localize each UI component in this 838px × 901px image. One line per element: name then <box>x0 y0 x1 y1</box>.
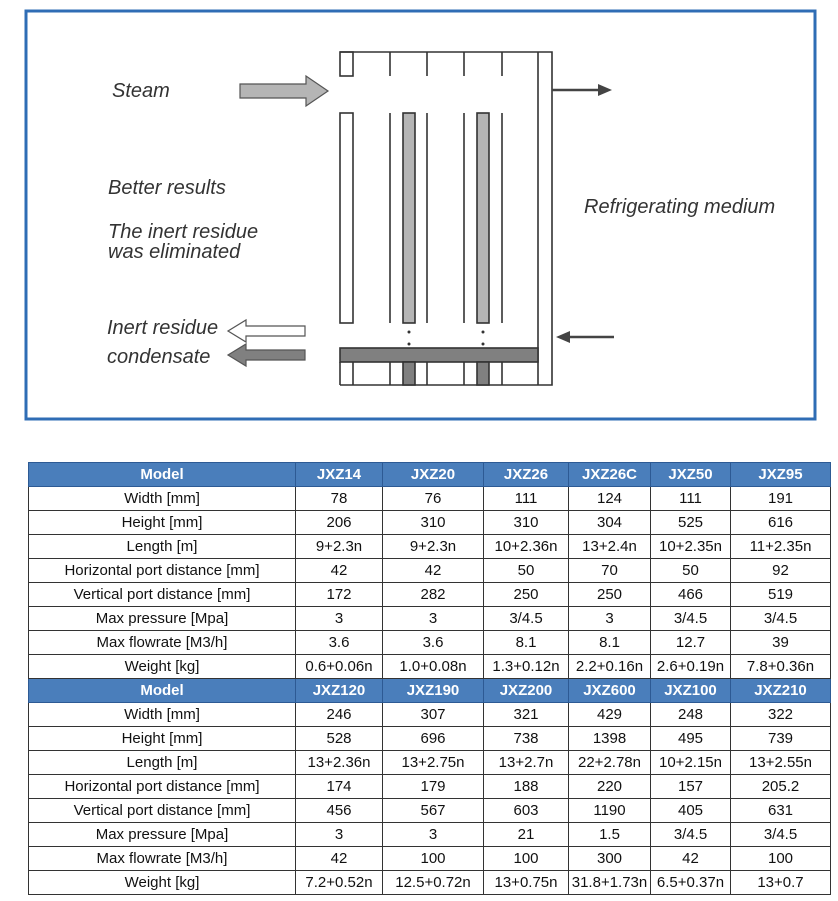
table-cell: 10+2.15n <box>651 751 731 775</box>
table-row <box>29 535 831 559</box>
table-cell: 12.7 <box>651 631 731 655</box>
row-label: Max pressure [Mpa] <box>29 823 296 847</box>
model-name: JXZ14 <box>296 463 383 487</box>
table-cell: 3 <box>383 823 484 847</box>
model-name: JXZ95 <box>731 463 831 487</box>
table-row <box>29 607 831 631</box>
table-row <box>29 487 831 511</box>
model-name: JXZ26 <box>484 463 569 487</box>
row-label: Horizontal port distance [mm] <box>29 559 296 583</box>
table-cell: 321 <box>484 703 569 727</box>
table-cell: 9+2.3n <box>296 535 383 559</box>
table-cell: 13+2.36n <box>296 751 383 775</box>
model-name: JXZ200 <box>484 679 569 703</box>
row-label: Height [mm] <box>29 511 296 535</box>
row-label: Horizontal port distance [mm] <box>29 775 296 799</box>
model-name: JXZ120 <box>296 679 383 703</box>
table-header-row <box>29 679 831 703</box>
table-cell: 738 <box>484 727 569 751</box>
table-cell: 70 <box>569 559 651 583</box>
table-cell: 3/4.5 <box>731 607 831 631</box>
model-name: JXZ600 <box>569 679 651 703</box>
table-row <box>29 559 831 583</box>
inert-eliminated-label-2: was eliminated <box>108 241 241 263</box>
table-cell: 13+2.75n <box>383 751 484 775</box>
model-name: JXZ26C <box>569 463 651 487</box>
table-cell: 13+2.7n <box>484 751 569 775</box>
table-cell: 495 <box>651 727 731 751</box>
table-cell: 466 <box>651 583 731 607</box>
table-cell: 100 <box>484 847 569 871</box>
table-cell: 3 <box>296 823 383 847</box>
table-cell: 100 <box>731 847 831 871</box>
table-cell: 1.3+0.12n <box>484 655 569 679</box>
model-header: Model <box>29 679 296 703</box>
table-row <box>29 583 831 607</box>
table-cell: 92 <box>731 559 831 583</box>
table-cell: 220 <box>569 775 651 799</box>
table-row <box>29 631 831 655</box>
table-cell: 124 <box>569 487 651 511</box>
table-cell: 456 <box>296 799 383 823</box>
table-cell: 3 <box>383 607 484 631</box>
row-label: Weight [kg] <box>29 655 296 679</box>
model-name: JXZ210 <box>731 679 831 703</box>
table-cell: 10+2.36n <box>484 535 569 559</box>
table-cell: 304 <box>569 511 651 535</box>
row-label: Max flowrate [M3/h] <box>29 631 296 655</box>
table-cell: 12.5+0.72n <box>383 871 484 895</box>
table-cell: 616 <box>731 511 831 535</box>
table-cell: 3/4.5 <box>731 823 831 847</box>
table-cell: 191 <box>731 487 831 511</box>
table-cell: 78 <box>296 487 383 511</box>
row-label: Width [mm] <box>29 703 296 727</box>
table-cell: 631 <box>731 799 831 823</box>
table-cell: 42 <box>383 559 484 583</box>
table-cell: 50 <box>484 559 569 583</box>
table-cell: 7.8+0.36n <box>731 655 831 679</box>
condenser-diagram <box>0 0 838 440</box>
table-cell: 50 <box>651 559 731 583</box>
table-header-row <box>29 463 831 487</box>
table-cell: 100 <box>383 847 484 871</box>
table-cell: 76 <box>383 487 484 511</box>
table-cell: 11+2.35n <box>731 535 831 559</box>
row-label: Length [m] <box>29 751 296 775</box>
table-cell: 528 <box>296 727 383 751</box>
model-name: JXZ100 <box>651 679 731 703</box>
table-cell: 9+2.3n <box>383 535 484 559</box>
table-cell: 739 <box>731 727 831 751</box>
table-cell: 405 <box>651 799 731 823</box>
table-cell: 250 <box>484 583 569 607</box>
row-label: Height [mm] <box>29 727 296 751</box>
table-cell: 525 <box>651 511 731 535</box>
table-cell: 8.1 <box>484 631 569 655</box>
row-label: Width [mm] <box>29 487 296 511</box>
table-row <box>29 847 831 871</box>
table-cell: 322 <box>731 703 831 727</box>
table-cell: 300 <box>569 847 651 871</box>
table-cell: 13+2.4n <box>569 535 651 559</box>
row-label: Weight [kg] <box>29 871 296 895</box>
table-cell: 42 <box>296 559 383 583</box>
steam-label: Steam <box>112 80 170 102</box>
table-cell: 3 <box>296 607 383 631</box>
table-cell: 3 <box>569 607 651 631</box>
spec-table <box>28 462 831 895</box>
table-row <box>29 655 831 679</box>
table-cell: 172 <box>296 583 383 607</box>
table-cell: 42 <box>651 847 731 871</box>
model-name: JXZ20 <box>383 463 484 487</box>
model-name: JXZ190 <box>383 679 484 703</box>
table-cell: 567 <box>383 799 484 823</box>
table-cell: 205.2 <box>731 775 831 799</box>
table-cell: 10+2.35n <box>651 535 731 559</box>
table-cell: 310 <box>484 511 569 535</box>
table-cell: 246 <box>296 703 383 727</box>
table-cell: 1190 <box>569 799 651 823</box>
table-cell: 111 <box>484 487 569 511</box>
table-row <box>29 511 831 535</box>
table-cell: 3/4.5 <box>651 607 731 631</box>
table-row <box>29 703 831 727</box>
table-cell: 206 <box>296 511 383 535</box>
table-row <box>29 751 831 775</box>
table-cell: 188 <box>484 775 569 799</box>
table-cell: 3.6 <box>296 631 383 655</box>
inert-eliminated-label-1: The inert residue <box>108 221 259 243</box>
row-label: Max flowrate [M3/h] <box>29 847 296 871</box>
table-cell: 22+2.78n <box>569 751 651 775</box>
table-cell: 307 <box>383 703 484 727</box>
table-row <box>29 871 831 895</box>
row-label: Max pressure [Mpa] <box>29 607 296 631</box>
table-cell: 310 <box>383 511 484 535</box>
table-cell: 282 <box>383 583 484 607</box>
table-cell: 429 <box>569 703 651 727</box>
table-cell: 39 <box>731 631 831 655</box>
table-row <box>29 727 831 751</box>
table-row <box>29 799 831 823</box>
refrigerating-medium-label: Refrigerating medium <box>584 196 776 218</box>
condensate-label: condensate <box>107 346 211 368</box>
table-cell: 21 <box>484 823 569 847</box>
table-cell: 2.6+0.19n <box>651 655 731 679</box>
table-cell: 3.6 <box>383 631 484 655</box>
table-cell: 519 <box>731 583 831 607</box>
table-cell: 696 <box>383 727 484 751</box>
table-row <box>29 775 831 799</box>
table-cell: 13+0.7 <box>731 871 831 895</box>
table-cell: 111 <box>651 487 731 511</box>
table-cell: 42 <box>296 847 383 871</box>
table-cell: 13+2.55n <box>731 751 831 775</box>
table-cell: 31.8+1.73n <box>569 871 651 895</box>
row-label: Vertical port distance [mm] <box>29 799 296 823</box>
table-cell: 174 <box>296 775 383 799</box>
table-cell: 6.5+0.37n <box>651 871 731 895</box>
table-cell: 1.5 <box>569 823 651 847</box>
table-cell: 2.2+0.16n <box>569 655 651 679</box>
table-cell: 179 <box>383 775 484 799</box>
table-cell: 3/4.5 <box>484 607 569 631</box>
table-row <box>29 823 831 847</box>
row-label: Length [m] <box>29 535 296 559</box>
inert-residue-label: Inert residue <box>107 317 219 339</box>
model-header: Model <box>29 463 296 487</box>
table-cell: 250 <box>569 583 651 607</box>
table-cell: 0.6+0.06n <box>296 655 383 679</box>
table-cell: 3/4.5 <box>651 823 731 847</box>
table-cell: 1398 <box>569 727 651 751</box>
table-cell: 1.0+0.08n <box>383 655 484 679</box>
table-cell: 248 <box>651 703 731 727</box>
better-results-label: Better results <box>108 177 226 199</box>
table-cell: 603 <box>484 799 569 823</box>
table-cell: 157 <box>651 775 731 799</box>
row-label: Vertical port distance [mm] <box>29 583 296 607</box>
table-cell: 13+0.75n <box>484 871 569 895</box>
model-name: JXZ50 <box>651 463 731 487</box>
table-cell: 8.1 <box>569 631 651 655</box>
table-cell: 7.2+0.52n <box>296 871 383 895</box>
